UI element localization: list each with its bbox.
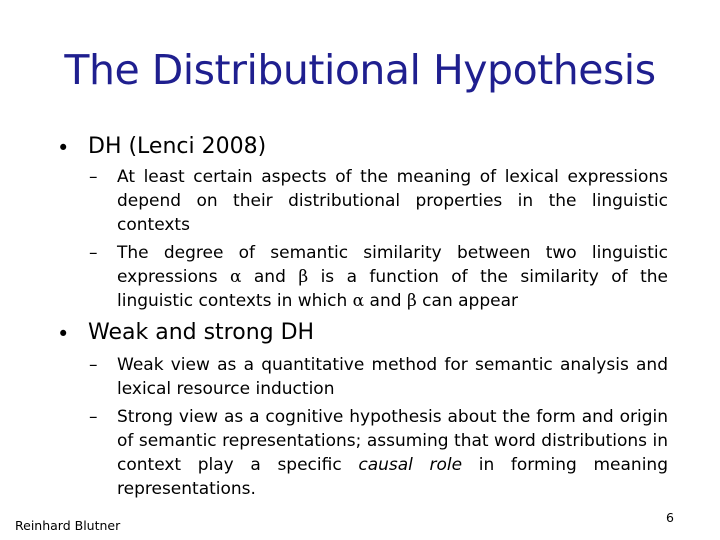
bullet-marker: • [57,136,70,160]
page-number: 6 [666,510,674,525]
beta-symbol: β [298,267,309,287]
dash-marker: – [89,355,98,375]
sub-bullet-strong-view [117,405,668,501]
sub-bullet-similarity-part1: The degree of semantic similarity between two linguistic expressions [117,243,668,287]
sub-bullet-similarity [117,241,668,313]
sub-bullet-strong-view-after: in forming meaning representations. [117,455,668,499]
causal-role-emphasis: causal role [358,455,463,475]
beta-symbol: β [406,291,417,311]
bullet-dh-lenci: DH (Lenci 2008) [88,134,267,159]
sub-bullet-strong-view-before: Strong view as a cognitive hypothesis about the form and origin of semantic representations; assuming that word distributions in context play a specific [117,407,668,475]
sub-bullet-similarity-part5: can appear [416,291,518,311]
bullet-marker: • [57,322,70,346]
sub-bullet-similarity-part4: and [364,291,407,311]
slide-title: The Distributional Hypothesis [64,46,656,94]
sub-bullet-meaning: At least certain aspects of the meaning of lexical expressions depend on their distributional properties in the linguistic contexts [117,167,668,235]
dash-marker: – [89,167,98,187]
bullet-weak-strong-dh: Weak and strong DH [88,320,315,345]
footer-author: Reinhard Blutner [15,518,121,533]
sub-bullet-similarity-part2: and [241,267,299,287]
sub-bullet-similarity-part3: is a function of the similarity of the linguistic contexts in which [117,267,668,311]
alpha-symbol: α [229,267,242,287]
sub-bullet-weak-view: Weak view as a quantitative method for semantic analysis and lexical resource induction [117,355,668,399]
dash-marker: – [89,407,98,427]
dash-marker: – [89,243,98,263]
alpha-symbol: α [352,291,365,311]
